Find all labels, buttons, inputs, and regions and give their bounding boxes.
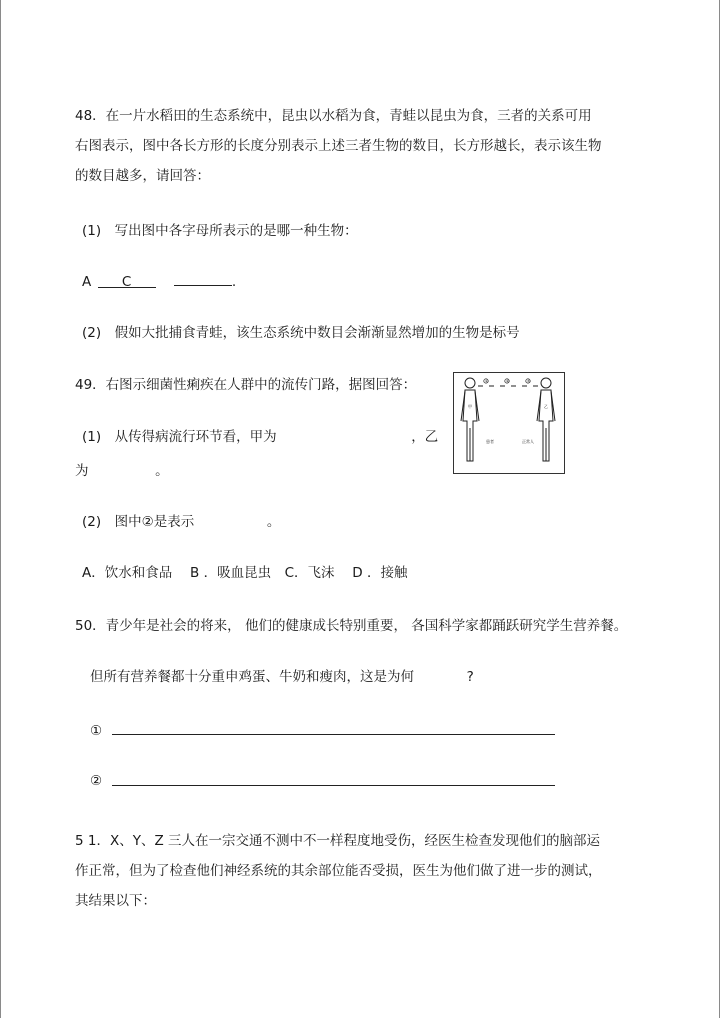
q48-sub-question-1: (1) 写出图中各字母所表示的是哪一种生物： [82, 223, 358, 239]
q48-sub-question-2: (2) 假如大批捕食青蛙，该生态系统中数目会渐渐显然增加的生物是标号 [82, 325, 520, 341]
q50-blank-2-marker: ② [90, 773, 103, 789]
q49-sub-question-2 [82, 513, 280, 531]
route-marker-2-label: ② [505, 378, 510, 384]
q48-line-2: 右图表示，图中各长方形的长度分别表示上述三者生物的数目，长方形越长，表示该生物 [75, 138, 602, 154]
q50-answer-line-1[interactable] [112, 734, 555, 735]
q51-line-2: 作正常，但为了检查他们神经系统的其余部位能否受损，医生为他们做了进一步的测试， [75, 863, 602, 879]
transmission-route-figure [453, 372, 565, 474]
patient-label: 患者 [486, 439, 494, 444]
healthy-label: 正常人 [522, 439, 534, 444]
q49-line-1: 49．右图示细菌性痢疾在人群中的流传门路，据图回答： [75, 377, 417, 393]
jia-label: 甲 [468, 404, 472, 409]
q48-line-1: 48．在一片水稻田的生态系统中，昆虫以水稻为食，青蛙以昆虫为食，三者的关系可用 [75, 108, 592, 124]
q48-label-c: C [121, 274, 132, 290]
q48-answer-line [82, 271, 236, 291]
q50-line-2 [90, 668, 474, 686]
q49-end-text: 。 [155, 463, 169, 479]
q48-period: . [231, 274, 237, 290]
q51-line-1: 5 1．X、Y、Z 三人在一宗交通不测中不一样程度地受伤，经医生检查发现他们的脑部运 [75, 833, 601, 849]
yi-label: 乙 [544, 404, 548, 409]
q48-line-3: 的数目越多，请回答： [75, 168, 210, 184]
patient-figure [461, 378, 479, 461]
q50-line-2-text: 但所有营养餐都十分重申鸡蛋、牛奶和瘦肉，这是为何 [90, 669, 414, 685]
q50-question-mark: ? [466, 669, 474, 685]
healthy-person-figure [537, 378, 555, 461]
q49-options: A．饮水和食品 B ．吸血昆虫 C．飞沫 D ．接触 [82, 565, 408, 581]
q50-answer-line-2[interactable] [112, 785, 555, 786]
route-marker-3-label: ③ [526, 378, 531, 384]
q51-line-3: 其结果以下： [75, 893, 156, 909]
q49-sub2-end: 。 [266, 514, 281, 530]
q48-blank-a[interactable] [98, 273, 156, 288]
q49-yi-text: ，乙 [411, 429, 439, 445]
q50-line-1: 50．青少年是社会的将来， 他们的健康成长特别重要， 各国科学家都踊跃研究学生营养餐。 [75, 618, 628, 634]
q48-blank-c[interactable] [174, 271, 232, 286]
q49-sub1-text: (1) 从传得病流行环节看，甲为 [82, 429, 277, 445]
q49-sub-question-1-cont [75, 462, 169, 480]
route-marker-1-label: ① [484, 378, 489, 384]
q49-sub2-text: (2) 图中②是表示 [82, 514, 195, 530]
q50-blank-1-marker: ① [90, 723, 103, 739]
q48-label-a: A [82, 274, 92, 290]
q49-sub-question-1 [82, 428, 438, 446]
q49-wei-text: 为 [75, 463, 89, 479]
page-border-left [0, 0, 1, 1018]
